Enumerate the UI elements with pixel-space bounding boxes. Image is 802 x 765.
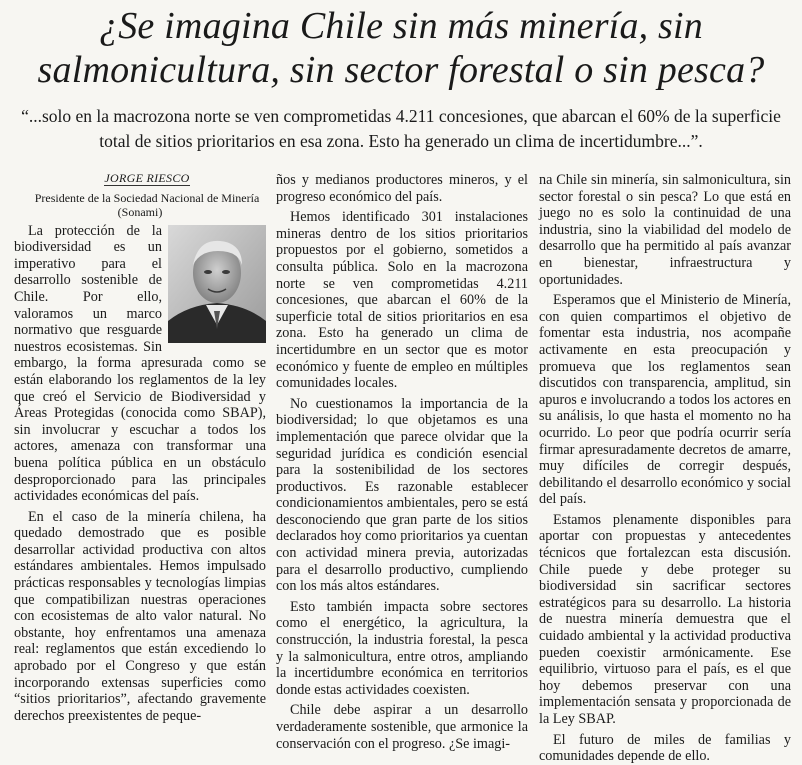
author-name: [14, 170, 266, 187]
paragraph: La protección de la biodiversidad es un imperativo para el desarrollo sostenible de Chile. Por ello, valoramos un marco normativo que resguarde nuestros ecosistemas. Sin embargo, la forma apresurada como se están elaborando los reglamentos de la ley que creó el Servicio de Biodiversidad y Áreas Protegidas (conocida como SBAP), sin involucrar y escuchar a todos los actores, amenaza con transformar una buena política pública en un obstáculo desproporcionado para las principales actividades económicas del país.: [14, 222, 266, 505]
column-3: [539, 172, 791, 765]
paragraph: El futuro de miles de familias y comunidades depende de ello.: [539, 731, 791, 765]
article-body: [14, 170, 791, 765]
headline: [0, 4, 802, 92]
paragraph: Estamos plenamente disponibles para aportar con propuestas y antecedentes técnicos que fortalezcan esta discusión. Chile puede y debe proteger su biodiversidad sin sacrificar sectores estratégicos para su desarrollo. La historia de nuestra minería demuestra que el cuidado ambiental y la actividad productiva pueden coexistir armónicamente. Ese equilibrio, virtuoso para el país, es el que hoy debemos preservar con una implementación sensata y proporcionada de la Ley SBAP.: [539, 511, 791, 727]
paragraph: Esperamos que el Ministerio de Minería, con quien compartimos el objetivo de fomentar esta industria, nos acompañe activamente en esta preocupación y promueva que los reglamentos sean discutidos con transparencia, amplitud, sin apuros e involucrando a todos los actores en su análisis, lo que hasta el momento no ha ocurrido. Lo peor que podría ocurrir sería firmar apresuradamente decretos de amarre, muy difíciles de corregir después, debilitando el desarrollo económico y social del país.: [539, 292, 791, 508]
paragraph: ños y medianos productores mineros, y el progreso económico del país.: [276, 172, 528, 205]
author-affiliation: Presidente de la Sociedad Nacional de Minería (Sonami): [34, 190, 260, 219]
headline-line-1: ¿Se imagina Chile sin más minería, sin: [99, 5, 703, 47]
paragraph: Chile debe aspirar a un desarrollo verdaderamente sostenible, que armonice la conservación con el progreso. ¿Se imagi-: [276, 702, 528, 752]
paragraph: Hemos identificado 301 instalaciones mineras dentro de los sitios prioritarios propuestos por el gobierno, sometidos a consulta pública. Solo en la macrozona norte se ven comprometidas 4.211 concesiones, que abarcan el 60% de la superficie total de sitios prioritarios en esa zona. Esto ha generado un clima de incertidumbre en un sector que es motor económico y fuente de empleo en múltiples comunidades locales.: [276, 209, 528, 392]
author-portrait-icon: [168, 225, 266, 343]
headline-line-2: salmonicultura, sin sector forestal o sin pesca?: [37, 49, 765, 91]
paragraph: Esto también impacta sobre sectores como el energético, la agricultura, la construcción, la industria forestal, la pesca y la salmonicultura, entre otros, ampliando la incertidumbre económica en territorios donde estas actividades coexisten.: [276, 598, 528, 698]
paragraph: No cuestionamos la importancia de la biodiversidad; lo que objetamos es una implementación que parece olvidar que la seguridad jurídica es condición esencial para la sostenibilidad de los sectores productivos. Es razonable establecer condicionamientos ambientales, pero se está desconociendo que gran parte de los sitios declarados hoy como prioritarios ya cuentan con actividad minera previa, autorizadas para el desarrollo productivo, cumpliendo con los más altos estándares.: [276, 395, 528, 595]
paragraph: na Chile sin minería, sin salmonicultura, sin sector forestal o sin pesca? Lo que está en juego no es solo la continuidad de una industria, sino la viabilidad del modelo de desarrollo que ha permitido al país avanzar en bienestar, infraestructura y oportunidades.: [539, 172, 791, 288]
pull-quote: “...solo en la macrozona norte se ven comprometidas 4.211 concesiones, que abarcan el 60% de la superficie total de sitios prioritarios en esa zona. Esto ha generado un clima de incertidumbre...”.: [21, 106, 781, 151]
column-2: [276, 172, 528, 752]
author-name-text: JORGE RIESCO: [104, 171, 190, 185]
column-1: [14, 170, 266, 724]
paragraph: En el caso de la minería chilena, ha quedado demostrado que es posible desarrollar actividad productiva con altos estándares ambientales. Hemos impulsado prácticas responsables y tecnologías limpias que compatibilizan nuestras operaciones con ecosistemas de alto valor natural. No obstante, hoy enfrentamos una amenaza real: reglamentos que están excediendo lo aprobado por el Congreso y que están incorporando extensas superficies como “sitios prioritarios”, afectando gravemente derechos preexistentes de peque-: [14, 508, 266, 724]
